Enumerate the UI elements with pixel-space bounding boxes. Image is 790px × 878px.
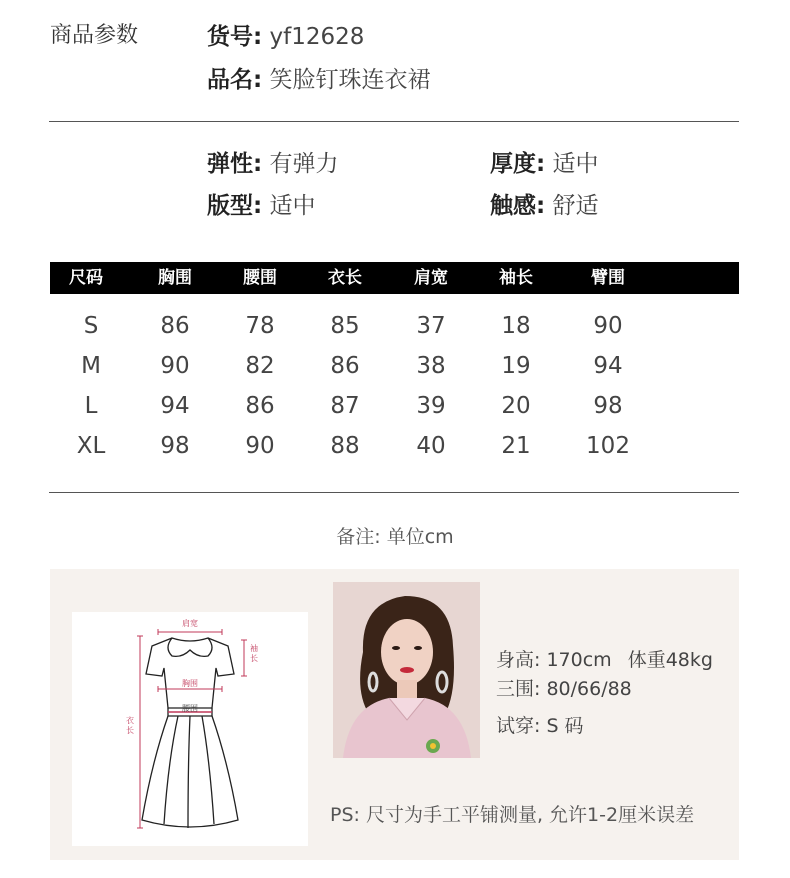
header-arm: 臂围 <box>591 268 625 288</box>
attr-thickness-label: 厚度: <box>490 151 546 177</box>
diagram-label-waist: 腰围 <box>182 704 198 713</box>
table-cell: 94 <box>160 393 190 419</box>
header-chest: 胸围 <box>158 268 192 288</box>
table-cell: 102 <box>586 433 630 459</box>
table-row <box>50 306 739 346</box>
unit-note: 备注: 单位cm <box>336 526 454 548</box>
product-name-label: 品名: <box>207 67 263 93</box>
attr-elasticity-label: 弹性: <box>207 151 263 177</box>
table-cell: 98 <box>160 433 190 459</box>
table-cell: 18 <box>501 313 531 339</box>
table-cell: S <box>83 313 99 339</box>
model-portrait <box>333 582 480 758</box>
model-weight: 体重48kg <box>627 649 713 671</box>
table-row <box>50 346 739 386</box>
attr-feel-label: 触感: <box>490 193 546 219</box>
table-cell: XL <box>76 433 106 459</box>
size-table-header <box>50 262 739 294</box>
model-height: 身高: 170cm <box>496 649 612 671</box>
divider-top <box>49 121 739 122</box>
attr-fit <box>207 187 316 220</box>
table-cell: 86 <box>245 393 275 419</box>
diagram-label-length: 衣长 <box>126 716 134 735</box>
table-cell: 86 <box>160 313 190 339</box>
model-height-weight <box>496 645 713 672</box>
table-cell: 86 <box>330 353 360 379</box>
product-code <box>207 18 364 51</box>
attr-fit-label: 版型: <box>207 193 263 219</box>
table-cell: 90 <box>593 313 623 339</box>
table-cell: 38 <box>416 353 446 379</box>
table-cell: 98 <box>593 393 623 419</box>
divider-bottom <box>49 492 739 493</box>
diagram-label-sleeve: 袖长 <box>250 644 258 663</box>
table-cell: 78 <box>245 313 275 339</box>
attr-feel <box>490 187 599 220</box>
header-shoulder: 肩宽 <box>414 268 448 288</box>
section-title: 商品参数 <box>50 23 139 48</box>
header-waist: 腰围 <box>243 268 277 288</box>
attr-fit-value: 适中 <box>269 193 316 219</box>
attr-elasticity-value: 有弹力 <box>269 151 339 177</box>
diagram-label-chest: 胸围 <box>182 679 198 688</box>
product-name-value: 笑脸钉珠连衣裙 <box>269 67 431 93</box>
dress-sketch <box>72 612 308 846</box>
header-sleeve: 袖长 <box>499 268 533 288</box>
header-length: 衣长 <box>328 268 362 288</box>
table-cell: M <box>81 353 101 379</box>
model-photo <box>333 582 480 758</box>
product-code-label: 货号: <box>207 24 263 50</box>
diagram-label-shoulder: 肩宽 <box>182 619 198 628</box>
measurement-diagram <box>72 612 308 846</box>
table-cell: 90 <box>160 353 190 379</box>
product-code-value: yf12628 <box>269 24 365 50</box>
table-cell: 88 <box>330 433 360 459</box>
table-cell: 20 <box>501 393 531 419</box>
table-cell: 40 <box>416 433 446 459</box>
table-cell: 39 <box>416 393 446 419</box>
header-size: 尺码 <box>69 268 103 288</box>
attr-elasticity <box>207 145 339 178</box>
table-row <box>50 386 739 426</box>
table-cell: 21 <box>501 433 531 459</box>
table-cell: 94 <box>593 353 623 379</box>
table-cell: 19 <box>501 353 531 379</box>
attr-feel-value: 舒适 <box>552 193 599 219</box>
product-name <box>207 61 431 94</box>
model-tried-size: 试穿: S 码 <box>496 715 584 737</box>
table-cell: 87 <box>330 393 360 419</box>
table-cell: L <box>84 393 98 419</box>
table-cell: 85 <box>330 313 360 339</box>
ps-note: PS: 尺寸为手工平铺测量, 允许1-2厘米误差 <box>330 804 695 826</box>
model-measurements: 三围: 80/66/88 <box>496 678 632 700</box>
attr-thickness <box>490 145 599 178</box>
table-cell: 37 <box>416 313 446 339</box>
table-row <box>50 426 739 466</box>
table-cell: 90 <box>245 433 275 459</box>
table-cell: 82 <box>245 353 275 379</box>
attr-thickness-value: 适中 <box>552 151 599 177</box>
